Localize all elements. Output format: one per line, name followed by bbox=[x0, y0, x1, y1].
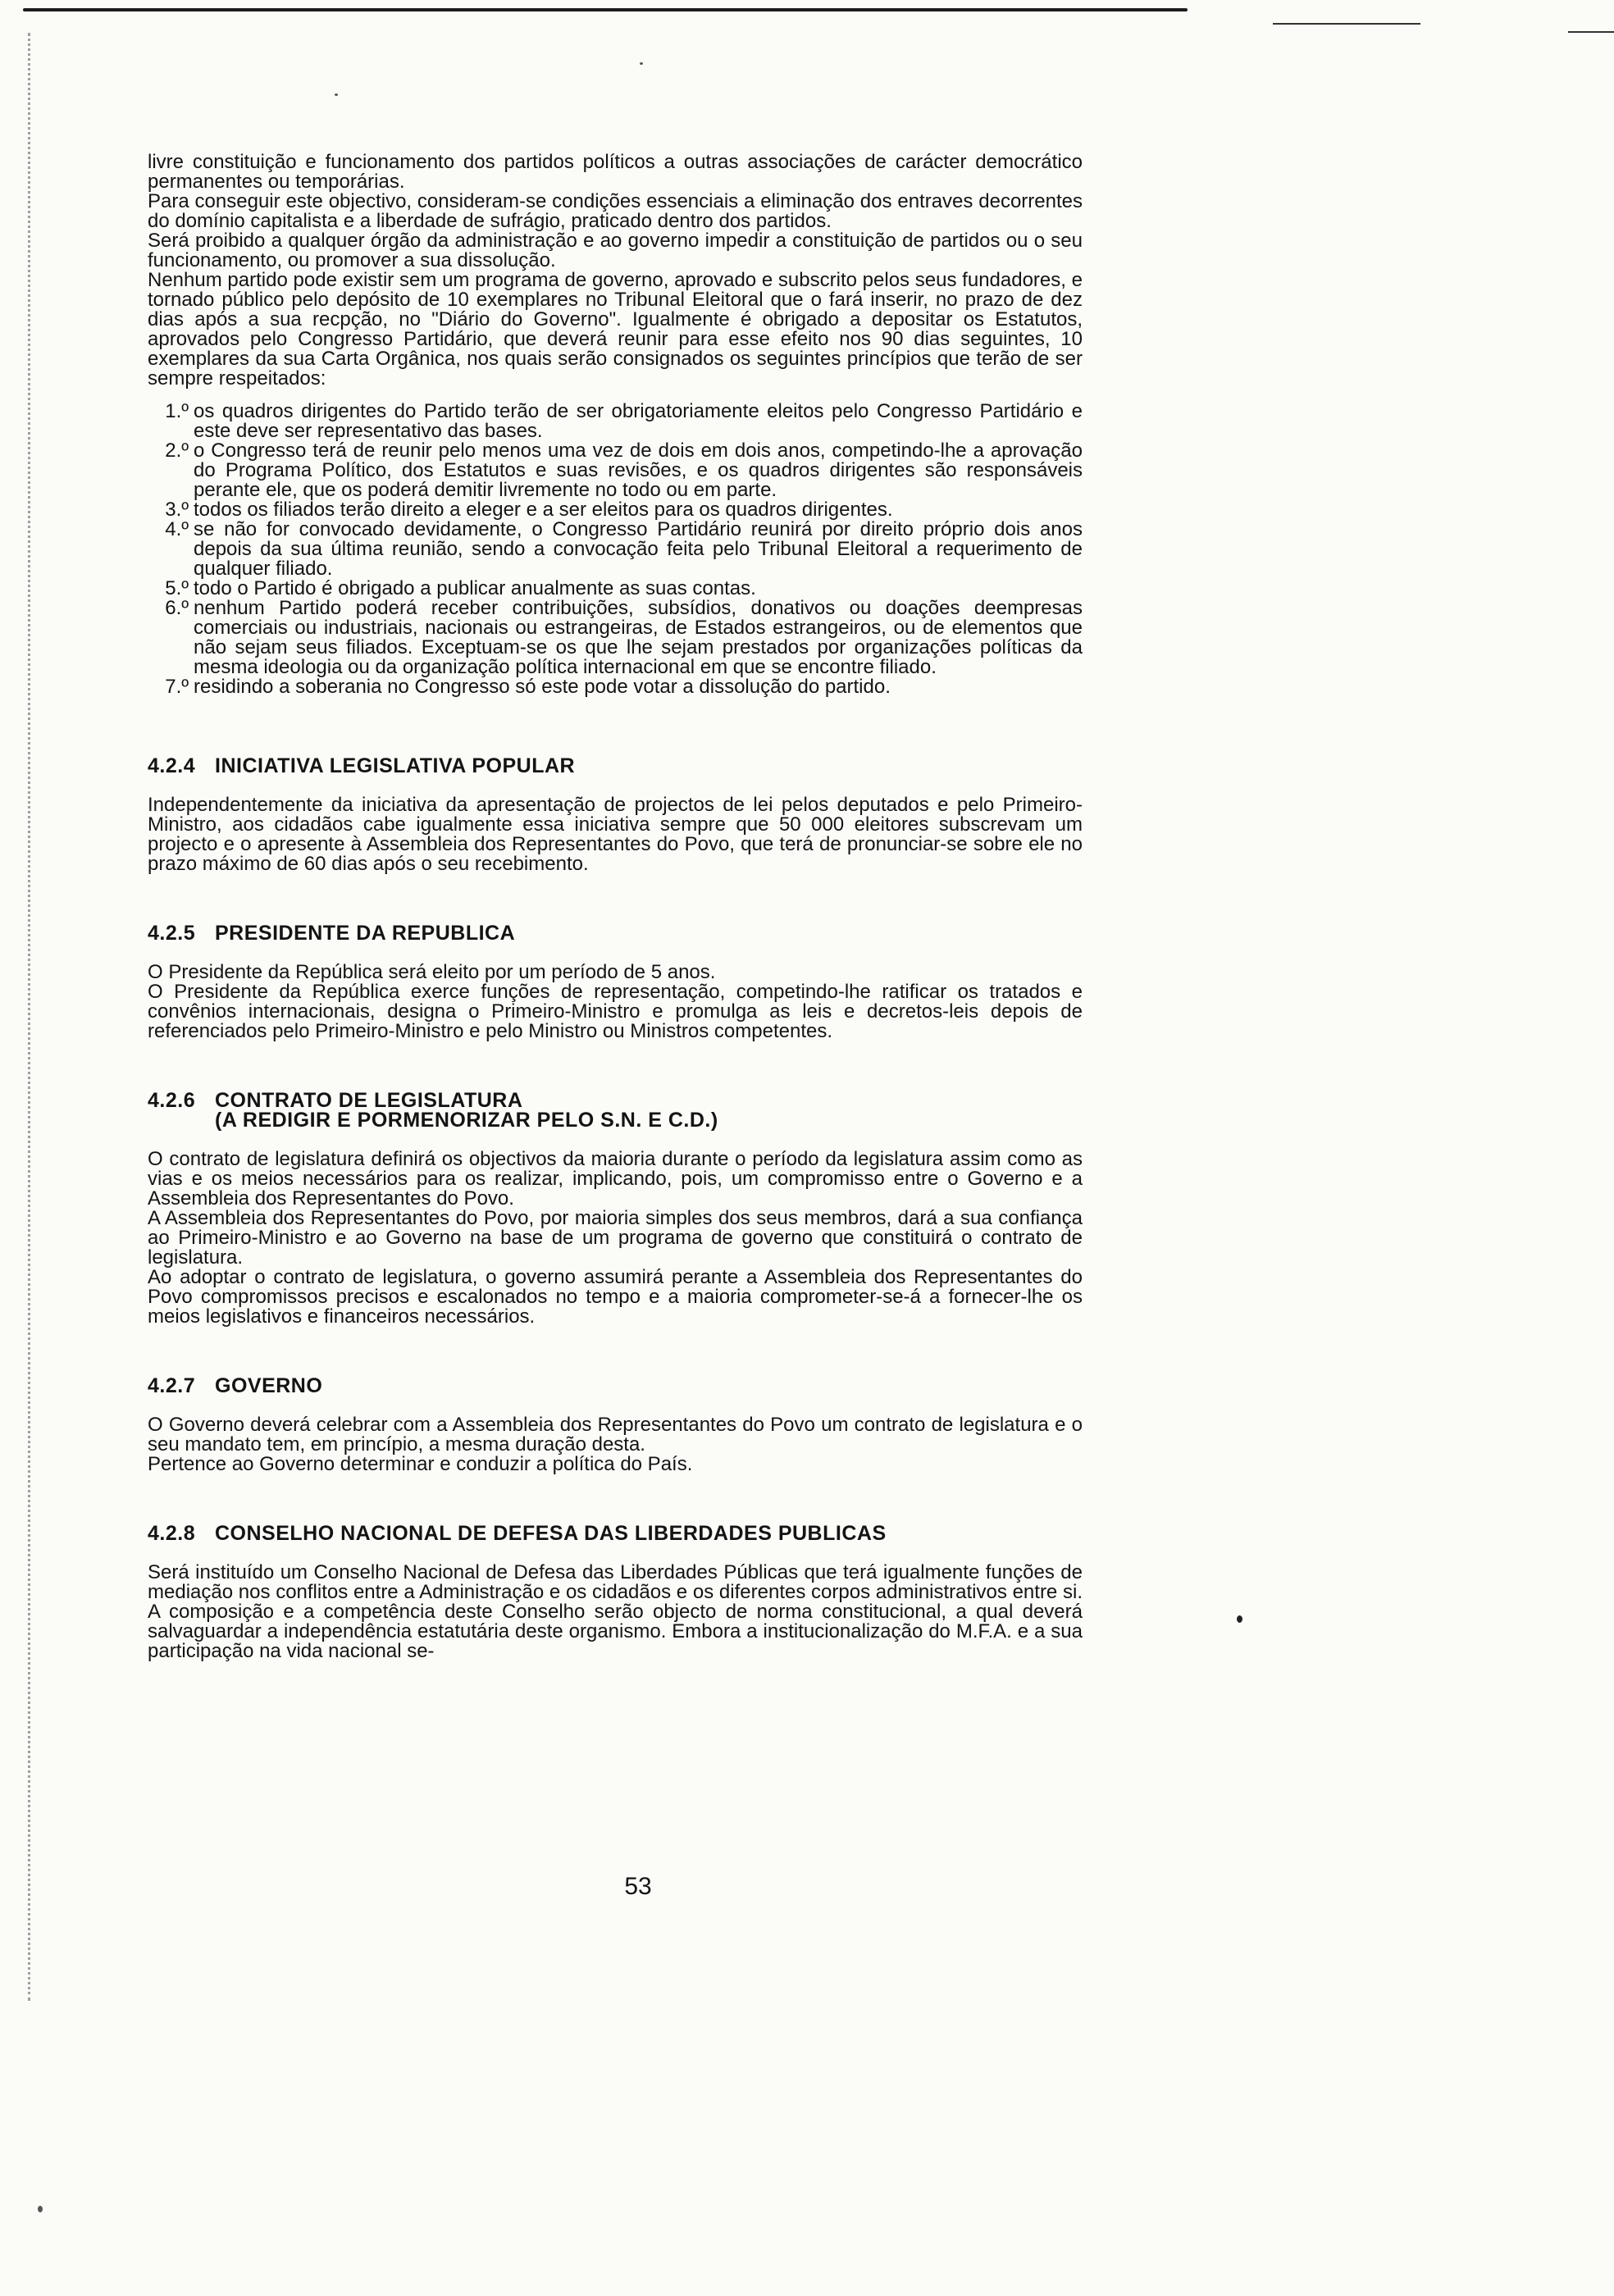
paragraph: Será instituído um Conselho Nacional de Defesa das Liberdades Públicas que terá igualmente funções de mediação nos conflitos entre a Administração e os cidadãos e os diferentes corpos administrativos entre si. A composição e a competência deste Conselho serão objecto de norma constitucional, a qual deverá salvaguardar a independência estatutária deste organismo. Embora a institucionalização do M.F.A. e a sua participação na vida nacional se- bbox=[148, 1561, 1083, 1662]
section-heading bbox=[148, 1091, 1083, 1130]
list-item-text: todo o Partido é obrigado a publicar anualmente as suas contas. bbox=[194, 577, 756, 599]
section-title: PRESIDENTE DA REPUBLICA bbox=[215, 922, 516, 945]
list-item bbox=[148, 520, 1083, 579]
section-4-2-6 bbox=[148, 1091, 1083, 1327]
section-number: 4.2.7 bbox=[148, 1374, 196, 1397]
list-item bbox=[148, 599, 1083, 677]
list-item-number: 1.º bbox=[165, 400, 189, 422]
paragraph: Para conseguir este objectivo, consideram-se condições essenciais a eliminação dos entraves decorrentes do domínio capitalista e a liberdade de sufrágio, praticado dentro dos partidos. bbox=[148, 190, 1083, 232]
list-item-text: se não for convocado devidamente, o Congresso Partidário reunirá por direito próprio dois anos depois da sua última reunião, sendo a convocação feita pelo Tribunal Eleitoral a requerimento de qualquer filiado. bbox=[194, 518, 1083, 580]
list-item-number: 6.º bbox=[165, 597, 189, 619]
section-number: 4.2.4 bbox=[148, 754, 196, 777]
intro-section bbox=[148, 153, 1083, 389]
list-item-text: os quadros dirigentes do Partido terão de ser obrigatoriamente eleitos pelo Congresso Partidário e este deve ser representativo das bases. bbox=[194, 400, 1083, 442]
list-item-number: 4.º bbox=[165, 518, 189, 540]
section-title: GOVERNO bbox=[215, 1374, 323, 1397]
paragraph: O Governo deverá celebrar com a Assembleia dos Representantes do Povo um contrato de legislatura e o seu mandato tem, em princípio, a mesma duração desta. bbox=[148, 1414, 1083, 1456]
paragraph: Será proibido a qualquer órgão da administração e ao governo impedir a constituição de partidos ou o seu funcionamento, ou promover a sua dissolução. bbox=[148, 230, 1083, 271]
section-4-2-4 bbox=[148, 756, 1083, 874]
paragraph: Independentemente da iniciativa da apresentação de projectos de lei pelos deputados e pelo Primeiro-Ministro, aos cidadãos cabe igualmente essa iniciativa sempre que 50 000 eleitores subscrevam um projecto e o apresente à Assembleia dos Representantes do Povo, que terá de pronunciar-se sobre ele no prazo máximo de 60 dias após o seu recebimento. bbox=[148, 794, 1083, 875]
paragraph: O contrato de legislatura definirá os objectivos da maioria durante o período da legislatura assim como as vias e os meios necessários para os realizar, implicando, pois, um compromisso entre o Governo e a Assembleia dos Representantes do Povo. bbox=[148, 1148, 1083, 1210]
top-scan-rule bbox=[23, 8, 1188, 11]
scan-speck bbox=[38, 2206, 43, 2212]
principles-list bbox=[148, 402, 1083, 697]
list-item bbox=[148, 500, 1083, 520]
list-item bbox=[148, 677, 1083, 697]
section-title: CONTRATO DE LEGISLATURA bbox=[215, 1089, 523, 1112]
list-item-number: 3.º bbox=[165, 499, 189, 521]
margin-dot bbox=[1237, 1615, 1242, 1623]
section-number: 4.2.8 bbox=[148, 1522, 196, 1545]
section-heading bbox=[148, 1376, 1083, 1396]
section-heading bbox=[148, 756, 1083, 776]
section-number: 4.2.6 bbox=[148, 1089, 196, 1112]
section-title: INICIATIVA LEGISLATIVA POPULAR bbox=[215, 754, 576, 777]
section-4-2-8 bbox=[148, 1524, 1083, 1661]
section-heading bbox=[148, 923, 1083, 943]
list-item-text: todos os filiados terão direito a eleger e a ser eleitos para os quadros dirigentes. bbox=[194, 499, 893, 521]
paragraph: A Assembleia dos Representantes do Povo, por maioria simples dos seus membros, dará a sua confiança ao Primeiro-Ministro e ao Governo na base de um programa de governo que constituirá o contrato de legislatura. bbox=[148, 1207, 1083, 1269]
section-subtitle: (A REDIGIR E PORMENORIZAR PELO S.N. E C.D.) bbox=[215, 1109, 718, 1132]
paragraph: livre constituição e funcionamento dos partidos políticos a outras associações de carácter democrático permanentes ou temporárias. bbox=[148, 151, 1083, 193]
scan-speck bbox=[640, 62, 643, 65]
paragraph: Ao adoptar o contrato de legislatura, o governo assumirá perante a Assembleia dos Representantes do Povo compromissos precisos e escalonados no tempo e a maioria comprometer-se-á a fornecer-lhe os meios legislativos e financeiros necessários. bbox=[148, 1266, 1083, 1328]
section-heading bbox=[148, 1524, 1083, 1543]
paragraph: Nenhum partido pode existir sem um programa de governo, aprovado e subscrito pelos seus fundadores, e tornado público pelo depósito de 10 exemplares no Tribunal Eleitoral que o fará inserir, no prazo de dez dias após a sua recpção, no "Diário do Governo". Igualmente é obrigado a depositar os Estatutos, aprovados pelo Congresso Partidário, que deverá reunir para esse efeito nos 90 dias seguintes, 10 exemplares da sua Carta Orgânica, nos quais serão consignados os seguintes princípios que terão de ser sempre respeitados: bbox=[148, 269, 1083, 390]
binding-margin-marks bbox=[28, 33, 50, 2001]
paragraph: O Presidente da República exerce funções de representação, competindo-lhe ratificar os tratados e convênios internacionais, designa o Primeiro-Ministro e promulga as leis e decretos-leis depois de referenciados pelo Primeiro-Ministro e pelo Ministro ou Ministros competentes. bbox=[148, 981, 1083, 1042]
list-item bbox=[148, 579, 1083, 599]
list-item-text: residindo a soberania no Congresso só este pode votar a dissolução do partido. bbox=[194, 676, 891, 698]
top-scan-rule-short bbox=[1273, 23, 1420, 25]
section-4-2-5 bbox=[148, 923, 1083, 1041]
list-item-number: 7.º bbox=[165, 676, 189, 698]
list-item-text: nenhum Partido poderá receber contribuições, subsídios, donativos ou doações deempresas comerciais ou industriais, nacionais ou estrangeiras, de Estados estrangeiros, ou de elementos que não sejam seus filiados. Exceptuam-se os que lhe sejam prestados por organizações políticas da mesma ideologia ou da organização política internacional em que se encontre filiado. bbox=[194, 597, 1083, 678]
top-scan-rule-tiny bbox=[1568, 31, 1614, 33]
list-item-number: 2.º bbox=[165, 440, 189, 462]
section-title: CONSELHO NACIONAL DE DEFESA DAS LIBERDADES PUBLICAS bbox=[215, 1522, 887, 1545]
paragraph: Pertence ao Governo determinar e conduzir a política do País. bbox=[148, 1453, 693, 1475]
section-number: 4.2.5 bbox=[148, 922, 196, 945]
paragraph: O Presidente da República será eleito por um período de 5 anos. bbox=[148, 961, 716, 983]
list-item-text: o Congresso terá de reunir pelo menos uma vez de dois em dois anos, competindo-lhe a aprovação do Programa Político, dos Estatutos e suas revisões, e os quadros dirigentes são responsáveis perante ele, que os poderá demitir livremente no todo ou em parte. bbox=[194, 440, 1083, 501]
section-4-2-7 bbox=[148, 1376, 1083, 1474]
document-body bbox=[148, 153, 1083, 1661]
list-item bbox=[148, 441, 1083, 500]
scan-speck bbox=[335, 93, 338, 96]
list-item-number: 5.º bbox=[165, 577, 189, 599]
page-number: 53 bbox=[624, 1873, 652, 1900]
list-item bbox=[148, 402, 1083, 441]
